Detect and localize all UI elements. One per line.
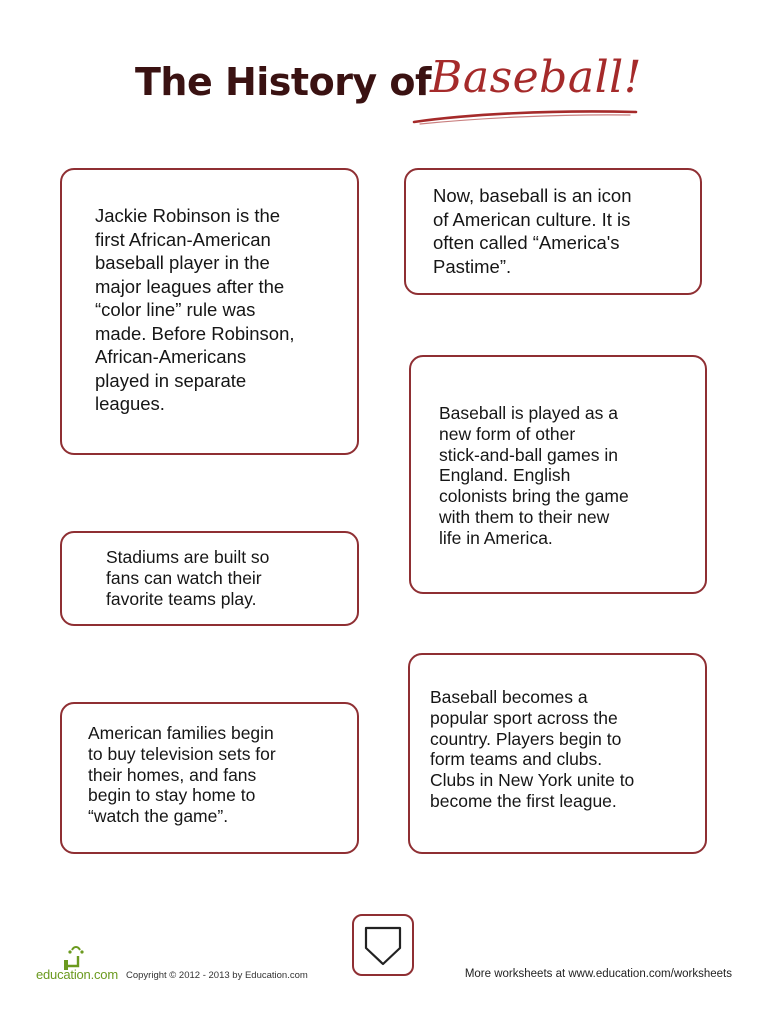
event-card-england-origins: [409, 355, 707, 594]
logo-wordmark: education: [36, 967, 91, 982]
home-plate-icon: [360, 922, 406, 968]
event-card-stadiums: [60, 531, 359, 626]
logo-suffix: .com: [90, 967, 118, 982]
event-card-text: Baseball becomes a popular sport across the country. Players begin to form teams and clubs. Clubs in New York unite to become the first league.: [430, 687, 635, 811]
title-script-text: Baseball!: [430, 52, 642, 103]
event-card-text: Baseball is played as a new form of other stick-and-ball games in England. English colonists bring the game with them to their new life in America.: [439, 403, 629, 548]
title-underline-decoration: [410, 102, 640, 128]
event-card-text: Stadiums are built so fans can watch their favorite teams play.: [106, 547, 270, 609]
event-card-text: American families begin to buy television sets for their homes, and fans begin to stay home to “watch the game”.: [88, 723, 276, 827]
copyright-notice: Copyright © 2012 - 2013 by Education.com: [126, 970, 308, 981]
event-card-american-icon: [404, 168, 702, 295]
education-logo-text: [36, 967, 118, 982]
event-card-text: Jackie Robinson is the first African-American baseball player in the major leagues after the “color line” rule was made. Before Robinson, African-Americans played in separate leagues.: [95, 205, 295, 414]
event-card-jackie-robinson: [60, 168, 359, 455]
title-plain-text: The History of: [135, 60, 432, 104]
home-plate-box: [352, 914, 414, 976]
event-card-television: [60, 702, 359, 854]
more-worksheets-link[interactable]: More worksheets at www.education.com/worksheets: [464, 968, 732, 980]
page-title: [0, 52, 768, 132]
event-card-popular-sport: [408, 653, 707, 854]
event-card-text: Now, baseball is an icon of American culture. It is often called “America's Pastime”.: [433, 185, 632, 277]
